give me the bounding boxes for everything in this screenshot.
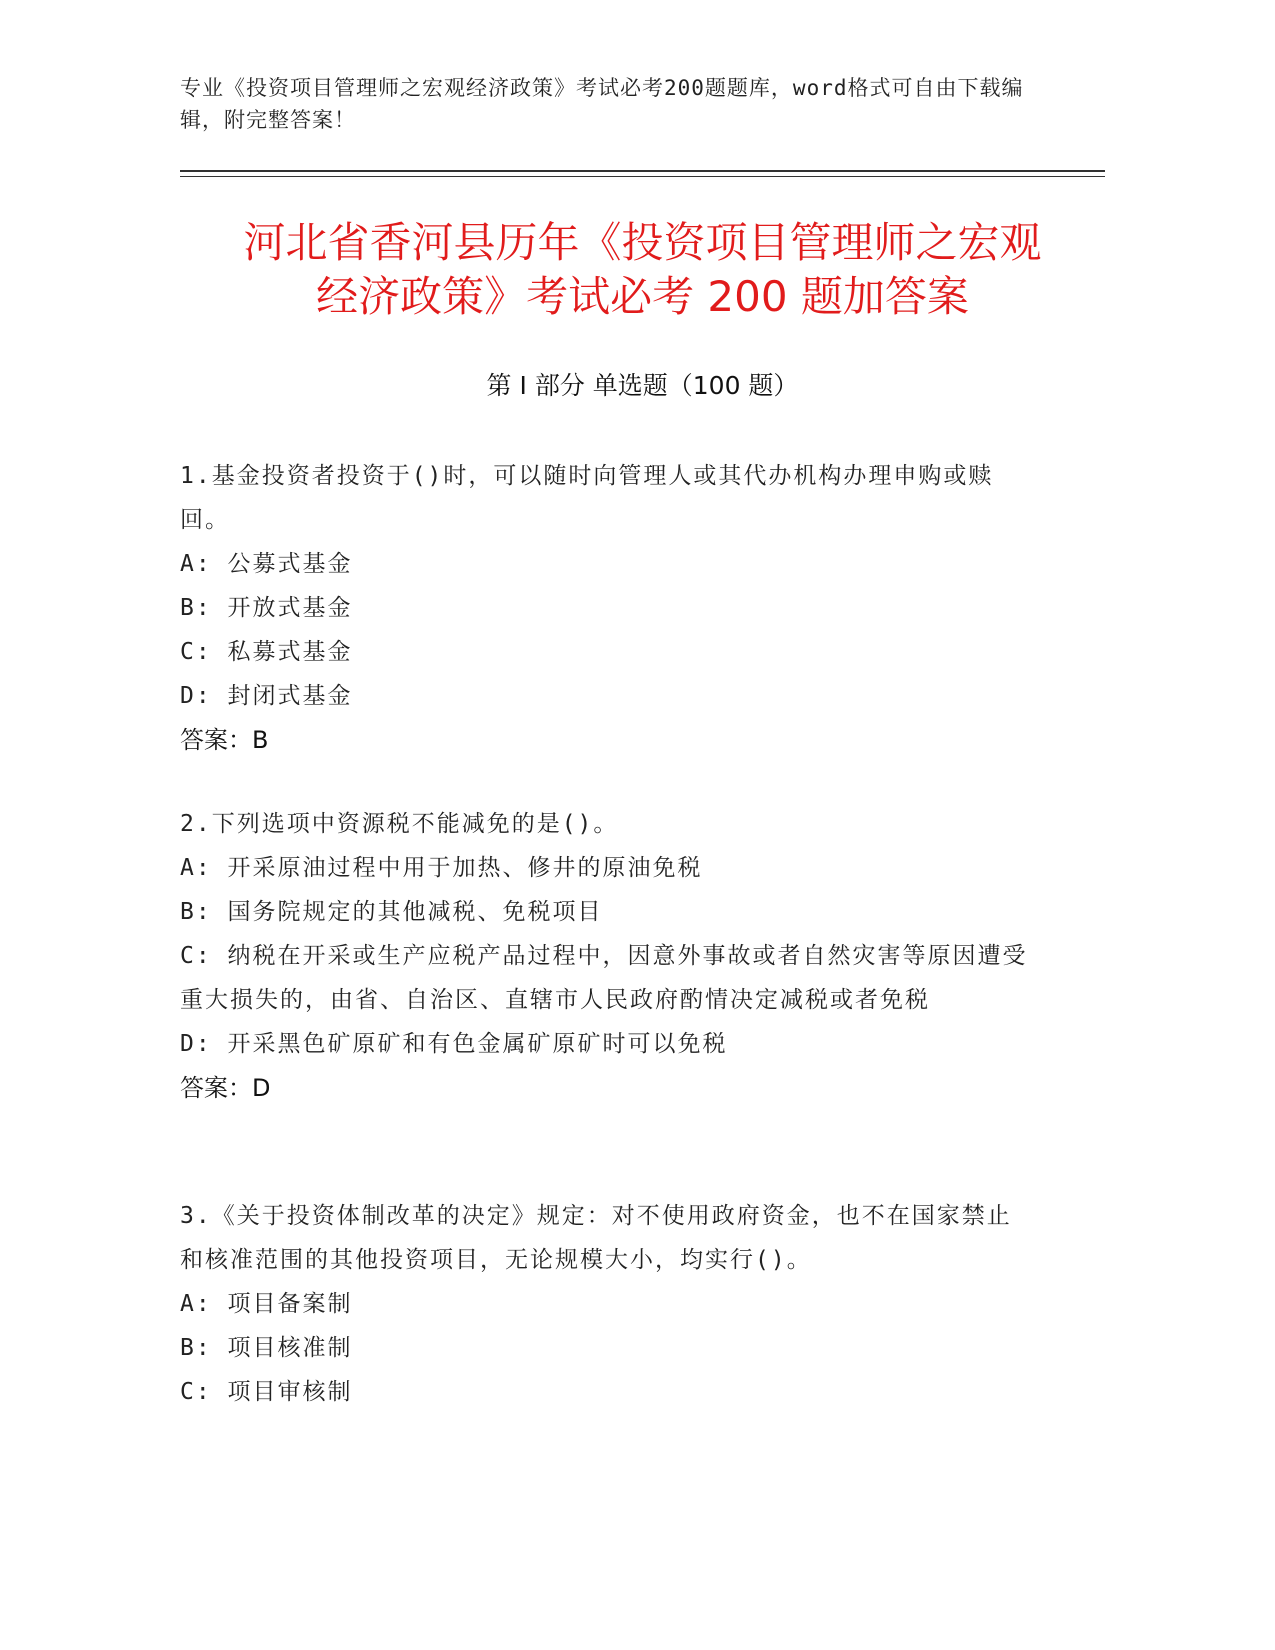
option-d: D: 封闭式基金 (180, 683, 353, 709)
question-stem: 3.《关于投资体制改革的决定》规定：对不使用政府资金，也不在国家禁止和核准范围的其他投资项目，无论规模大小，均实行()。 (180, 1203, 1012, 1273)
option-c: C: 项目审核制 (180, 1379, 353, 1405)
answer-label: 答案：D (180, 1074, 271, 1102)
header-rule-thin (180, 176, 1105, 177)
answer-label: 答案：B (180, 726, 269, 754)
option-d: D: 开采黑色矿原矿和有色金属矿原矿时可以免税 (180, 1031, 728, 1057)
question-2 (180, 802, 1030, 1110)
question-3 (180, 1194, 1030, 1414)
option-b: B: 国务院规定的其他减税、免税项目 (180, 899, 603, 925)
question-stem: 2.下列选项中资源税不能减免的是()。 (180, 811, 619, 837)
document-title-line-2: 经济政策》考试必考 200 题加答案 (316, 272, 969, 321)
document-title-line-1: 河北省香河县历年《投资项目管理师之宏观 (243, 218, 1042, 267)
option-b: B: 项目核准制 (180, 1335, 353, 1361)
document-title (180, 216, 1105, 324)
section-title: 第 I 部分 单选题（100 题） (486, 371, 799, 400)
option-c: C: 私募式基金 (180, 639, 353, 665)
option-a: A: 公募式基金 (180, 551, 353, 577)
option-c: C: 纳税在开采或生产应税产品过程中，因意外事故或者自然灾害等原因遭受重大损失的，由省、自治区、直辖市人民政府酌情决定减税或者免税 (180, 943, 1028, 1013)
question-1 (180, 454, 1030, 762)
question-stem: 1.基金投资者投资于()时，可以随时向管理人或其代办机构办理申购或赎回。 (180, 463, 994, 533)
option-a: A: 项目备案制 (180, 1291, 353, 1317)
option-a: A: 开采原油过程中用于加热、修井的原油免税 (180, 855, 703, 881)
header-rule-thick (180, 170, 1105, 172)
header-note: 专业《投资项目管理师之宏观经济政策》考试必考200题题库，word格式可自由下载编辑，附完整答案！ (180, 76, 1024, 132)
option-b: B: 开放式基金 (180, 595, 353, 621)
